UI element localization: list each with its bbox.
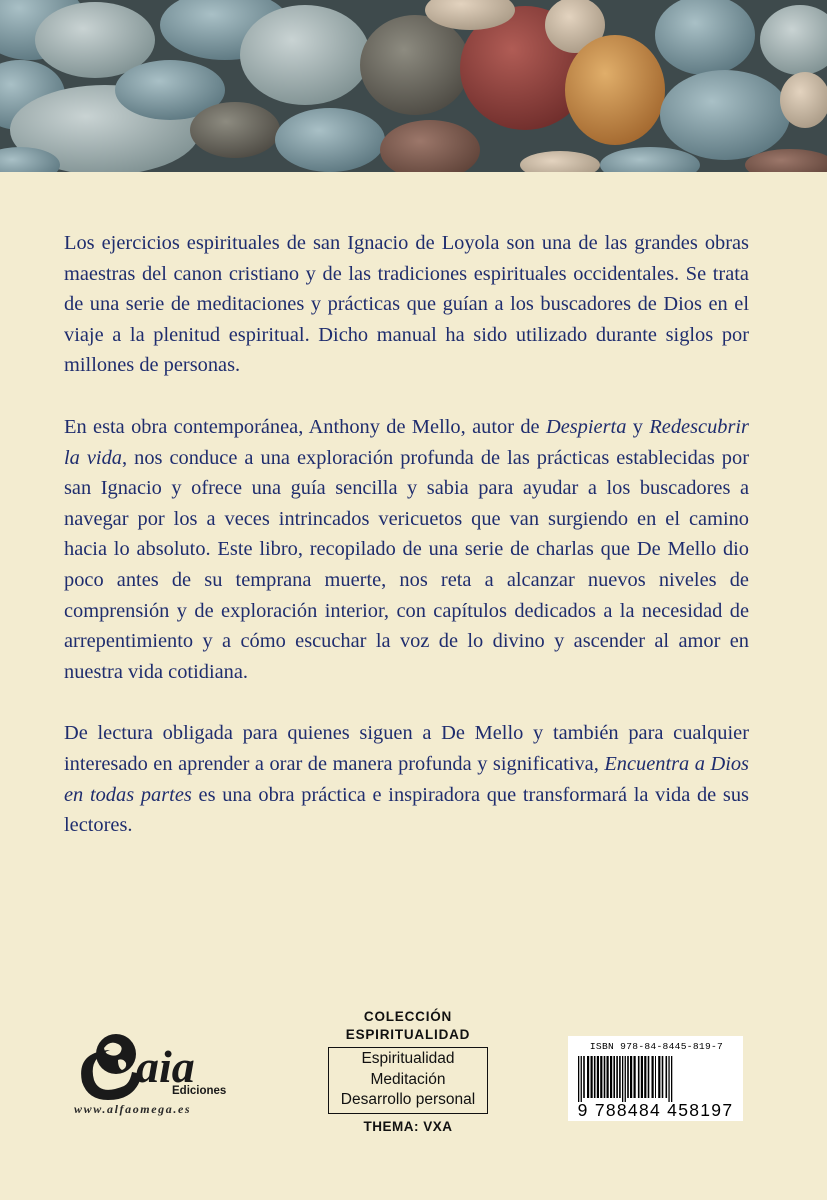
barcode-bar <box>600 1056 602 1098</box>
barcode-bar <box>627 1056 629 1098</box>
collection-name: ESPIRITUALIDAD <box>345 1027 471 1042</box>
publisher-logo <box>74 1030 264 1130</box>
book-title: Encuentra a Dios en todas partes <box>64 752 749 806</box>
paragraph-text: , nos conduce a una exploración profunda de las prácticas establecidas por san Ignacio y ofrece una guía sencilla y sabia para ayudar a los buscadores a navegar por los a veces intrincados vericuetos que van surgiendo en el camino hacia lo absoluto. Este libro, recopilado de una serie de charlas que De Mello dio poco antes de su temprana muerte, nos reta a alcanzar nuevos niveles de comprensión y de exploración interior, con capítulos dedicados a la necesidad de arrepentimiento y a cómo escuchar la voz de lo divino y ascender al amor en nuestra vida cotidiana. <box>64 446 749 683</box>
barcode <box>572 1056 739 1102</box>
barcode-bar <box>630 1056 632 1098</box>
stones-photo <box>0 0 827 172</box>
barcode-bar <box>644 1056 646 1098</box>
barcode-bar <box>658 1056 660 1098</box>
thema-code: THEMA: VXA <box>363 1118 453 1134</box>
paragraph <box>64 412 749 687</box>
barcode-bar <box>671 1056 672 1102</box>
isbn-digits: 9 788484 458197 <box>577 1100 734 1120</box>
barcode-bar <box>666 1056 668 1098</box>
categories-box <box>328 1047 488 1114</box>
barcode-bar <box>607 1056 609 1098</box>
barcode-bar <box>587 1056 589 1098</box>
barcode-bar <box>594 1056 596 1098</box>
publisher-url: www.alfaomega.es <box>74 1102 192 1116</box>
isbn-barcode-box <box>568 1036 743 1121</box>
barcode-bar <box>591 1056 593 1098</box>
barcode-bar <box>634 1056 636 1098</box>
paragraph-text: Los ejercicios espirituales de san Ignacio de Loyola son una de las grandes obras maestras del canon cristiano y de las tradiciones espirituales occidentales. Se trata de una serie de meditaciones y prácticas que guían a los buscadores de Dios en el viaje a la plenitud espiritual. Dicho manual ha sido utilizado durante siglos por millones de personas. <box>64 232 749 377</box>
barcode-bar <box>652 1056 654 1098</box>
barcode-bar <box>616 1056 618 1098</box>
logo-subtitle: Ediciones <box>172 1085 227 1097</box>
isbn-label: ISBN 978-84-8445-819-7 <box>589 1041 724 1052</box>
barcode-bar <box>597 1056 599 1098</box>
barcode-bar <box>619 1056 621 1098</box>
collection-label: COLECCIÓN <box>363 1009 453 1024</box>
paragraph <box>64 228 749 381</box>
paragraph-text: En esta obra contemporánea, Anthony de Mello, autor de <box>64 415 546 438</box>
description-text <box>64 228 749 872</box>
book-title: Redescubrir la vida <box>64 415 749 469</box>
barcode-bar <box>668 1056 669 1102</box>
category-item: Desarrollo personal <box>340 1091 476 1108</box>
barcode-bar <box>648 1056 650 1098</box>
collection-block <box>318 1008 498 1134</box>
paragraph-text: es una obra práctica e inspiradora que transformará la vida de sus lectores. <box>64 783 749 837</box>
paragraph-text: y <box>626 415 650 438</box>
barcode-bar <box>662 1056 664 1098</box>
gaia-logo-letters <box>74 1030 264 1100</box>
paragraph <box>64 718 749 840</box>
logo-text: aia <box>136 1041 195 1092</box>
barcode-bar <box>655 1056 656 1098</box>
paragraph-text: De lectura obligada para quienes siguen a De Mello y también para cualquier interesado en aprender a orar de manera profunda y significativa, <box>64 722 749 775</box>
barcode-bar <box>610 1056 612 1098</box>
barcode-bar <box>581 1056 582 1102</box>
book-title: Despierta <box>545 415 627 438</box>
barcode-bar <box>622 1056 623 1102</box>
category-item: Meditación <box>370 1070 446 1088</box>
category-item: Espiritualidad <box>361 1050 455 1067</box>
barcode-bar <box>625 1056 626 1102</box>
barcode-bar <box>604 1056 606 1098</box>
barcode-bar <box>641 1056 643 1098</box>
barcode-bar <box>613 1056 615 1098</box>
barcode-bar <box>583 1056 585 1098</box>
barcode-bar <box>638 1056 640 1098</box>
barcode-bar <box>578 1056 579 1102</box>
